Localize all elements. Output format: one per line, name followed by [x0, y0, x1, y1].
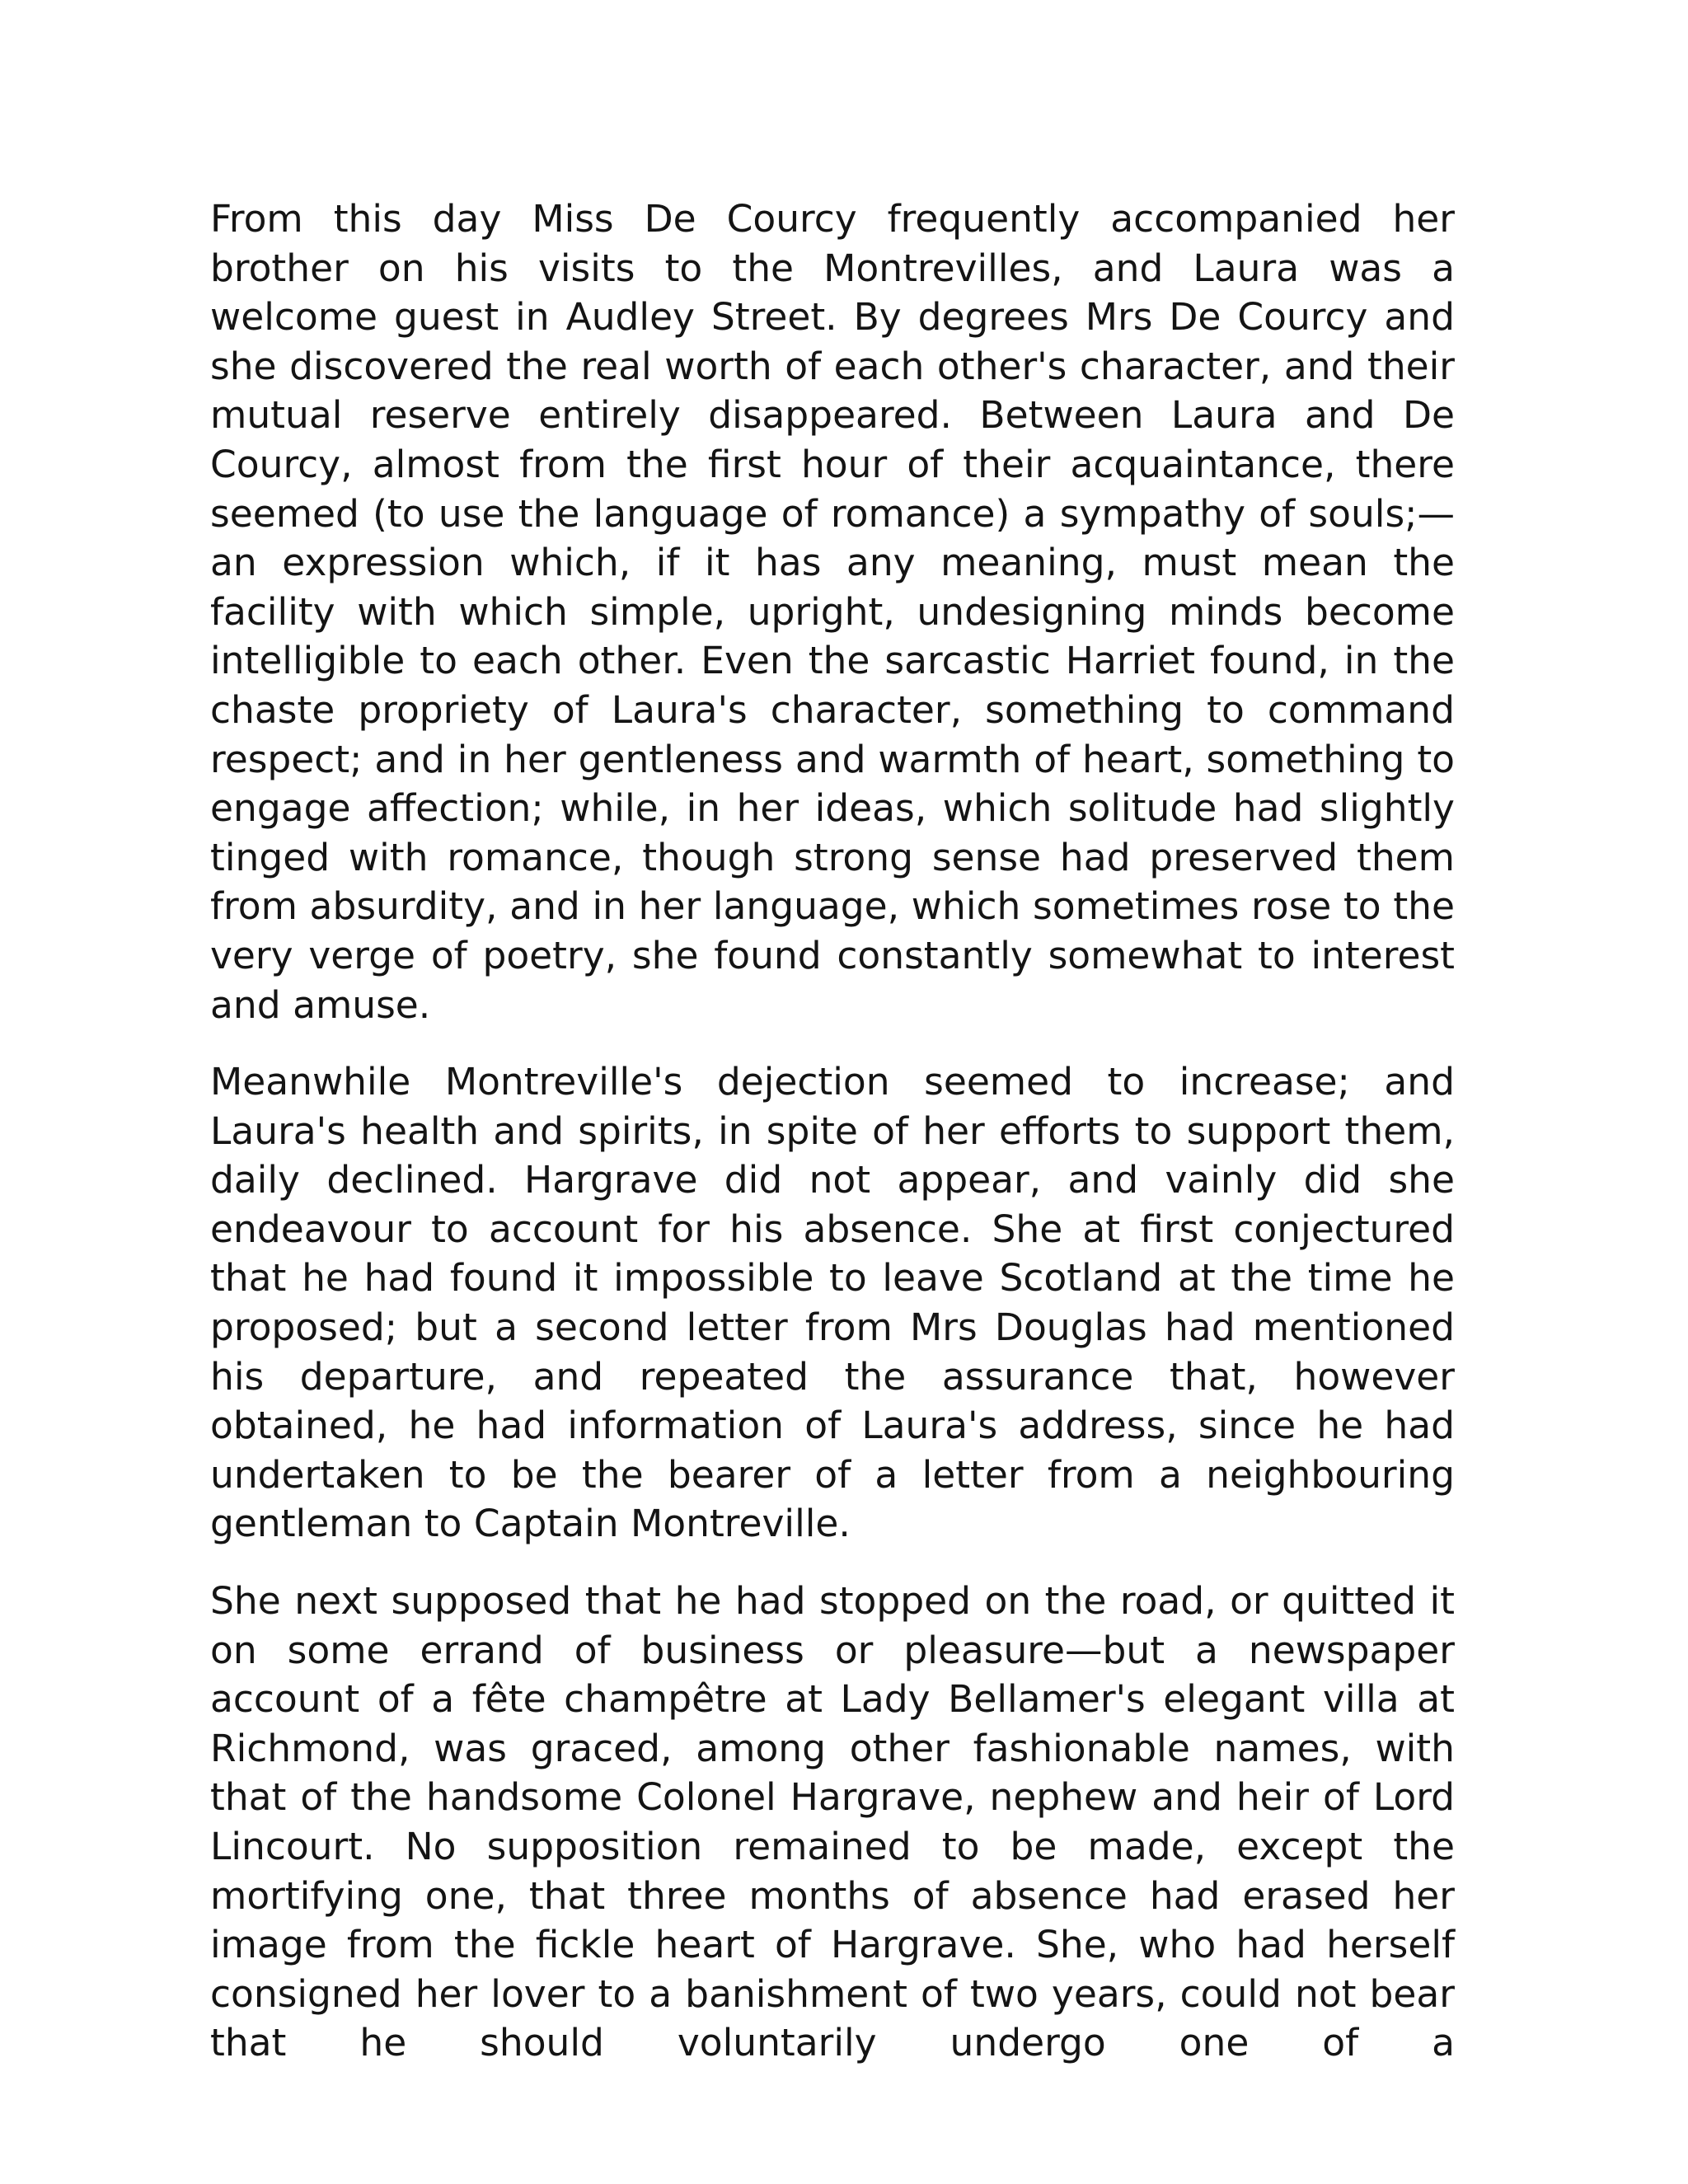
paragraph: She next supposed that he had stopped on the road, or quitted it on some errand of business or pleasure—but a newspaper account of a fête champêtre at Lady Bellamer's elegant villa at Richmond, was graced, among other fashionable names, with that of the handsome Colonel Hargrave, nephew and heir of Lord Lincourt. No supposition remained to be made, except the mortifying one, that three months of absence had erased her image from the fickle heart of Hargrave. She, who had herself consigned her lover to a banishment of two years, could not bear that he should voluntarily undergo one of a	[210, 1579, 1455, 2065]
paragraph: Meanwhile Montreville's dejection seemed to increase; and Laura's health and spirits, in spite of her efforts to support them, daily declined. Hargrave did not appear, and vainly did she endeavour to account for his absence. She at first conjectured that he had found it impossible to leave Scotland at the time he proposed; but a second letter from Mrs Douglas had mentioned his departure, and repeated the assurance that, however obtained, he had information of Laura's address, since he had undertaken to be the bearer of a letter from a neighbouring gentleman to Captain Montreville.	[210, 1060, 1455, 1546]
document-page	[210, 194, 1455, 2068]
paragraph: From this day Miss De Courcy frequently accompanied her brother on his visits to the Montrevilles, and Laura was a welcome guest in Audley Street. By degrees Mrs De Courcy and she discovered the real worth of each other's character, and their mutual reserve entirely disappeared. Between Laura and De Courcy, almost from the first hour of their acquaintance, there seemed (to use the language of romance) a sympathy of souls;—an expression which, if it has any meaning, must mean the facility with which simple, upright, undesigning minds become intelligible to each other. Even the sarcastic Harriet found, in the chaste propriety of Laura's character, something to command respect; and in her gentleness and warmth of heart, something to engage affection; while, in her ideas, which solitude had slightly tinged with romance, though strong sense had preserved them from absurdity, and in her language, which sometimes rose to the very verge of poetry, she found constantly somewhat to interest and amuse.	[210, 197, 1455, 1027]
